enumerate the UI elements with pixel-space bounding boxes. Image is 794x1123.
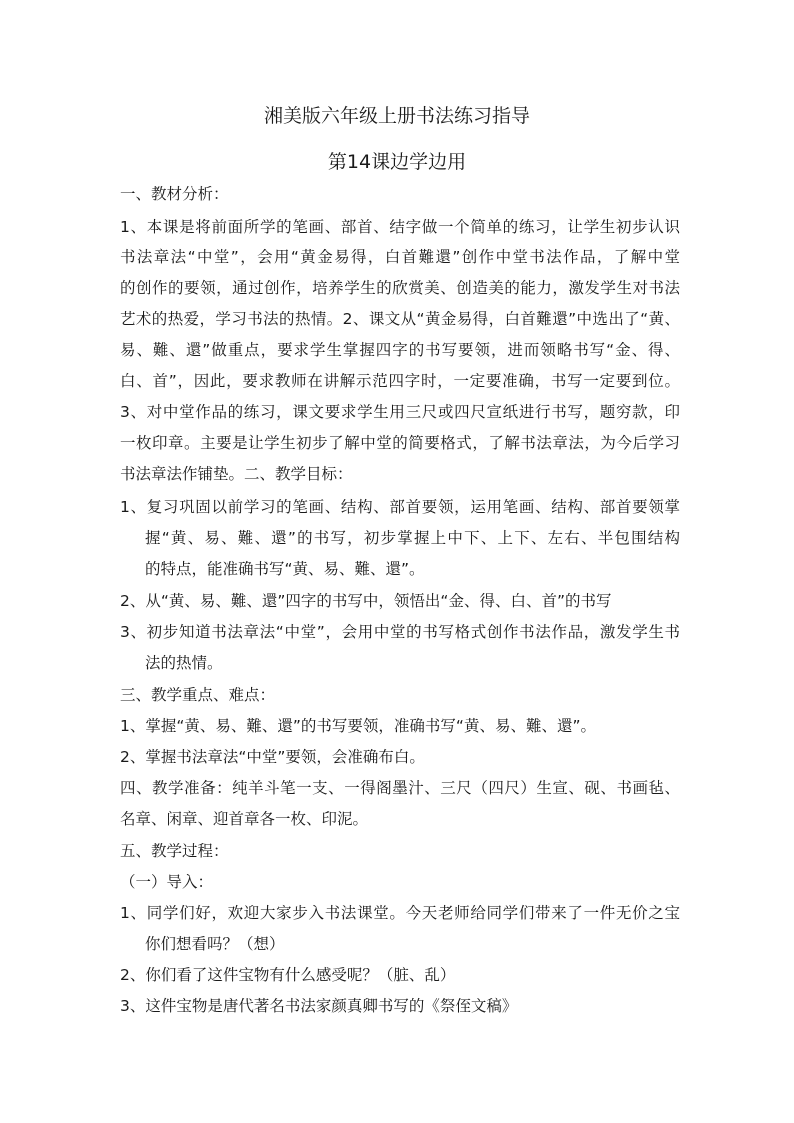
list-item-continuation: 你们想看吗？（想） xyxy=(145,935,285,953)
paragraph-line: 书法章法作铺垫。二、教学目标： xyxy=(120,465,353,483)
list-item: 3、初步知道书法章法“中堂”，会用中堂的书写格式创作书法作品，激发学生书 xyxy=(120,623,680,641)
section-heading: 四、教学准备：纯羊斗笔一支、一得阁墨汁、三尺（四尺）生宣、砚、书画毡、 xyxy=(120,779,680,797)
paragraph-line: 艺术的热爱，学习书法的热情。2、课文从“黄金易得，白首難還”中选出了“黄、 xyxy=(120,310,680,328)
paragraph-line: 的创作的要领，通过创作，培养学生的欣赏美、创造美的能力，激发学生对书法 xyxy=(120,279,680,297)
paragraph-line: 易、難、還”做重点，要求学生掌握四字的书写要领，进而领略书写“金、得、 xyxy=(120,341,680,359)
section-heading: 三、教学重点、难点： xyxy=(120,686,276,704)
list-item: 1、同学们好，欢迎大家步入书法课堂。今天老师给同学们带来了一件无价之宝 xyxy=(120,904,680,922)
list-item: 1、复习巩固以前学习的笔画、结构、部首要领，运用笔画、结构、部首要领掌 xyxy=(120,498,680,516)
list-item: 2、掌握书法章法“中堂”要领，会准确布白。 xyxy=(120,748,425,766)
paragraph-line: 名章、闲章、迎首章各一枚、印泥。 xyxy=(120,810,369,828)
paragraph-line: 白、首”，因此，要求教师在讲解示范四字时，一定要准确，书写一定要到位。 xyxy=(120,372,680,390)
document-title: 湘美版六年级上册书法练习指导 xyxy=(263,105,530,127)
list-item: 2、你们看了这件宝物有什么感受呢？（脏、乱） xyxy=(120,966,456,984)
list-item-continuation: 的特点，能准确书写“黄、易、難、還”。 xyxy=(145,560,425,578)
list-item: 3、这件宝物是唐代著名书法家颜真卿书写的《祭侄文稿》 xyxy=(120,997,518,1015)
paragraph-line: 书法章法“中堂”，会用“黄金易得，白首難還”创作中堂书法作品，了解中堂 xyxy=(120,248,680,266)
paragraph-line: 一枚印章。主要是让学生初步了解中堂的简要格式，了解书法章法，为今后学习 xyxy=(120,434,680,452)
list-item: 1、掌握“黄、易、難、還”的书写要领，准确书写“黄、易、難、還”。 xyxy=(120,717,596,735)
lesson-title: 第14课边学边用 xyxy=(327,151,467,173)
paragraph-line: 3、对中堂作品的练习，课文要求学生用三尺或四尺宣纸进行书写，题穷款，印 xyxy=(120,403,680,421)
subsection-heading: （一）导入： xyxy=(120,873,214,891)
section-heading: 一、教材分析： xyxy=(120,185,229,203)
paragraph-line: 1、本课是将前面所学的笔画、部首、结字做一个简单的练习，让学生初步认识 xyxy=(120,218,680,236)
list-item-continuation: 握“黄、易、難、還”的书写，初步掌握上中下、上下、左右、半包围结构 xyxy=(145,529,680,547)
list-item: 2、从“黄、易、難、還”四字的书写中，领悟出“金、得、白、首”的书写 xyxy=(120,592,612,610)
section-heading: 五、教学过程： xyxy=(120,842,229,860)
list-item-continuation: 法的热情。 xyxy=(145,654,223,672)
